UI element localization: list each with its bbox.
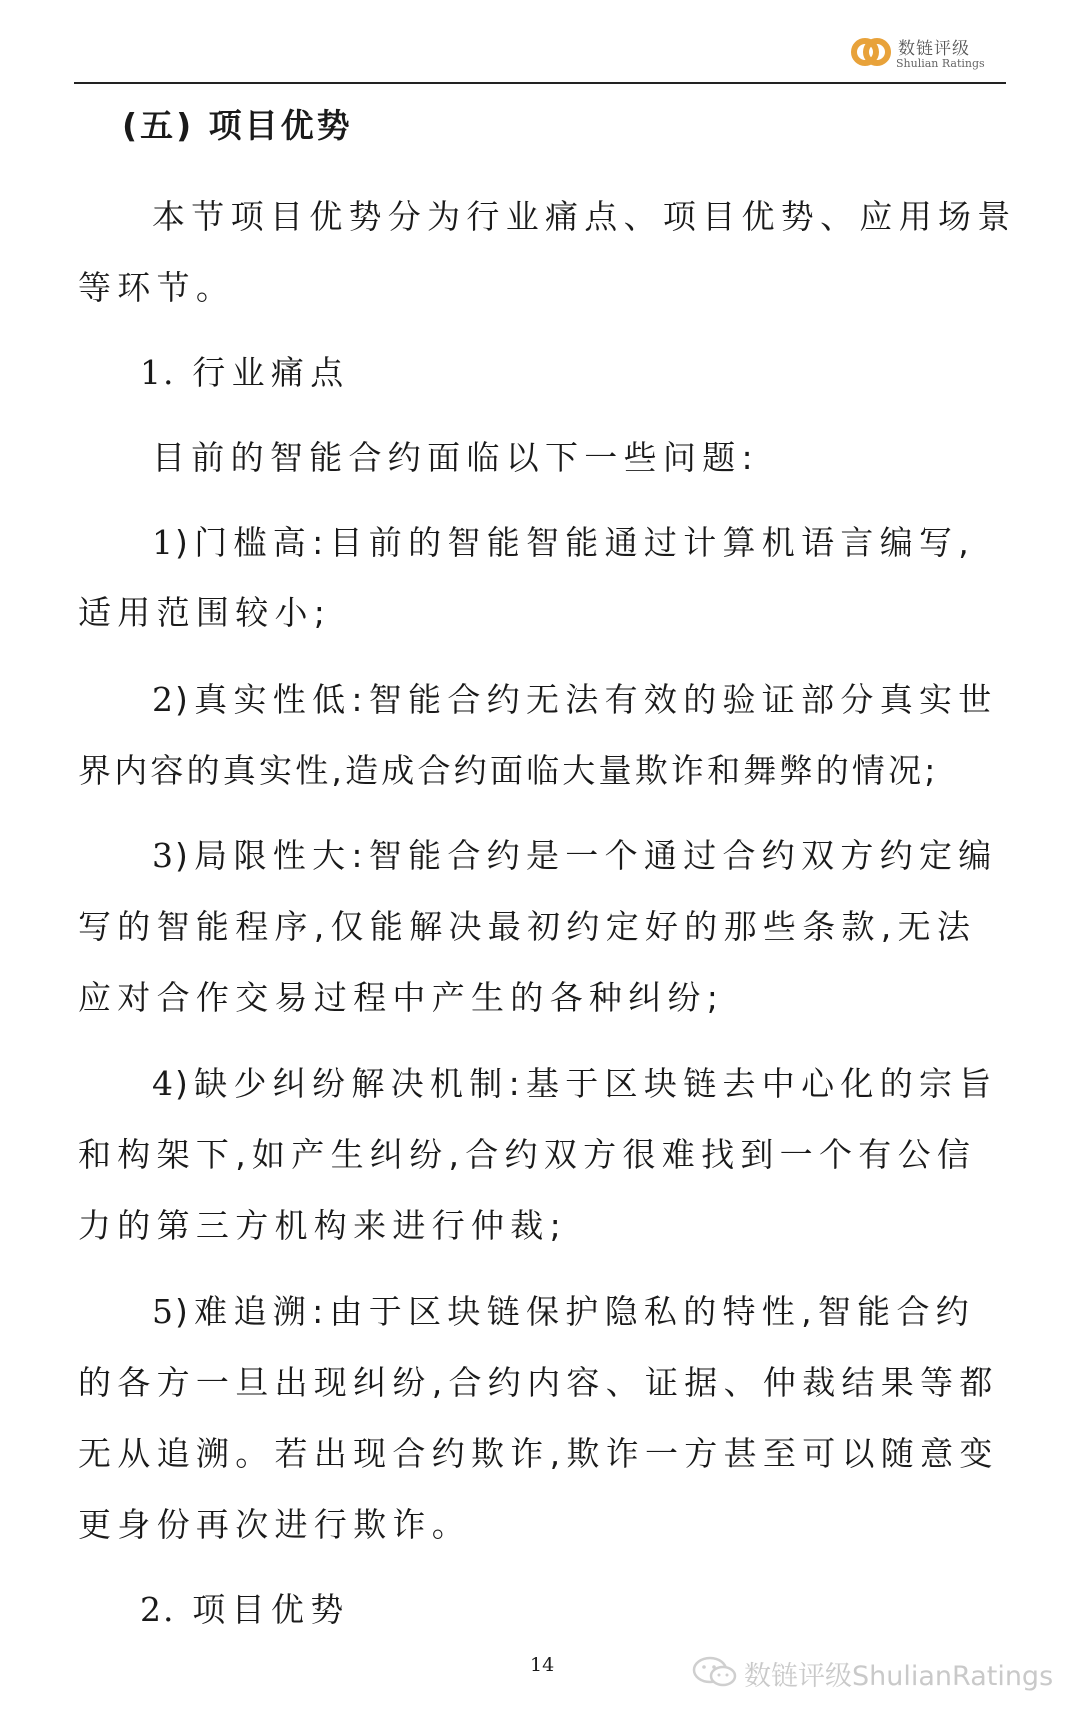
list-item-3 xyxy=(152,836,998,876)
lead-sentence: 目前的智能合约面临以下一些问题: xyxy=(152,438,759,477)
subheading-number: 1. xyxy=(140,353,176,392)
list-item-4-line: 和构架下,如产生纠纷,合约双方很难找到一个有公信 xyxy=(78,1135,977,1174)
item-text: )局限性大:智能合约是一个通过合约双方约定编 xyxy=(175,836,998,875)
intro-line: 本节项目优势分为行业痛点、项目优势、应用场景 xyxy=(152,197,1017,236)
item-number: 5 xyxy=(152,1292,175,1331)
item-number: 2 xyxy=(152,680,175,719)
logo-text-en: Shulian Ratings xyxy=(896,57,985,70)
list-item-3-line: 应对合作交易过程中产生的各种纠纷; xyxy=(78,978,725,1017)
subheading-title: 项目优势 xyxy=(192,1590,350,1629)
list-item-5-line: 无从追溯。若出现合约欺诈,欺诈一方甚至可以随意变 xyxy=(78,1434,999,1473)
item-number: 1 xyxy=(152,523,175,562)
watermark-text: 数链评级ShulianRatings xyxy=(744,1661,1054,1692)
list-item-1 xyxy=(152,523,975,563)
list-item-4-line: 力的第三方机构来进行仲裁; xyxy=(78,1206,568,1245)
wechat-icon xyxy=(690,1656,740,1688)
list-item-5-line: 更身份再次进行欺诈。 xyxy=(78,1505,471,1544)
subheading-industry-pain-points xyxy=(140,353,350,393)
list-item-5 xyxy=(152,1292,975,1332)
wechat-watermark xyxy=(690,1652,1054,1692)
intro-line: 等环节。 xyxy=(78,268,236,307)
header-logo xyxy=(850,30,1000,74)
logo-text-cn: 数链评级 xyxy=(898,39,970,59)
subheading-number: 2. xyxy=(140,1590,176,1629)
list-item-2 xyxy=(152,680,998,720)
item-number: 4 xyxy=(152,1064,175,1103)
item-text: )缺少纠纷解决机制:基于区块链去中心化的宗旨 xyxy=(175,1064,998,1103)
item-number: 3 xyxy=(152,836,175,875)
list-item-4 xyxy=(152,1064,998,1104)
item-text: )难追溯:由于区块链保护隐私的特性,智能合约 xyxy=(175,1292,976,1331)
list-item-5-line: 的各方一旦出现纠纷,合约内容、证据、仲裁结果等都 xyxy=(78,1363,999,1402)
subheading-project-advantages xyxy=(140,1590,350,1630)
list-item-1-line: 适用范围较小; xyxy=(78,593,332,632)
item-text: )门槛高:目前的智能智能通过计算机语言编写, xyxy=(175,523,976,562)
page-number: 14 xyxy=(530,1654,555,1676)
logo-icon xyxy=(850,30,892,74)
list-item-3-line: 写的智能程序,仅能解决最初约定好的那些条款,无法 xyxy=(78,907,977,946)
subheading-title: 行业痛点 xyxy=(192,353,350,392)
list-item-2-line: 界内容的真实性,造成合约面临大量欺诈和舞弊的情况; xyxy=(78,751,939,790)
header-divider xyxy=(74,82,1006,84)
item-text: )真实性低:智能合约无法有效的验证部分真实世 xyxy=(175,680,998,719)
section-title: (五) 项目优势 xyxy=(122,106,353,145)
